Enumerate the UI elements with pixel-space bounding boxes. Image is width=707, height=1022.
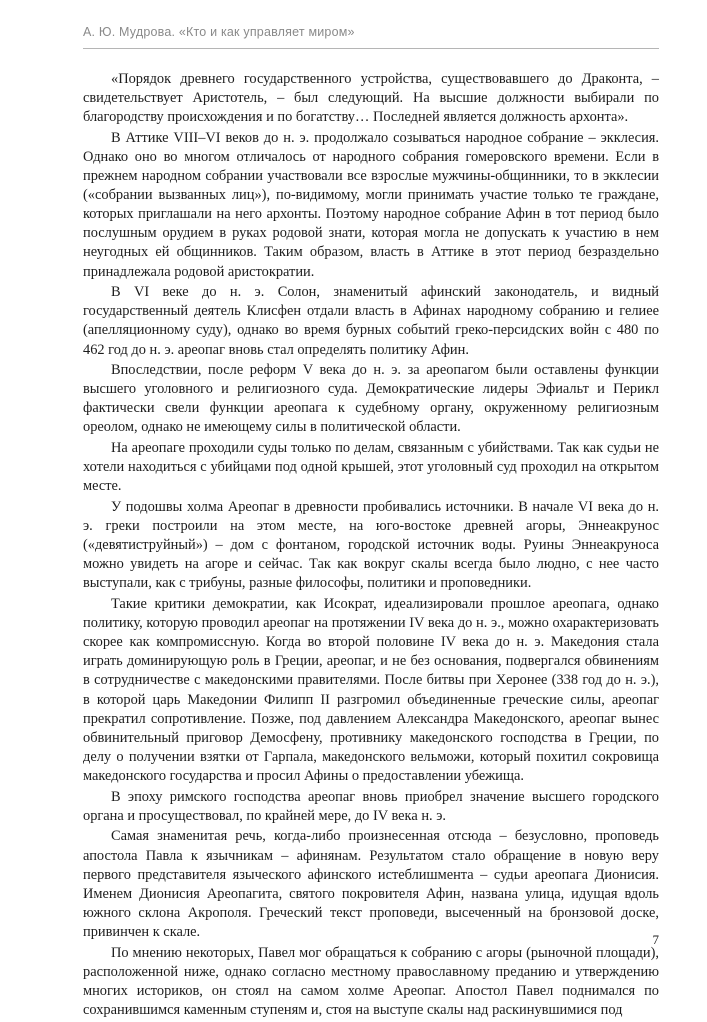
paragraph: По мнению некоторых, Павел мог обращаться к собранию с агоры (рыночной площади), расположенной ниже, однако согласно местному православному преданию и утверждению многих историков, он стоял на самом холме Ареопаг. Апостол Павел поднимался по сохранившимся каменным ступеням и, стоя на выступе скалы над раскинувшимися под [83, 944, 659, 1018]
paragraph: Впоследствии, после реформ V века до н. э. за ареопагом были оставлены функции высшего уголовного и религиозного суда. Демократические лидеры Эфиальт и Перикл фактически свели функции ареопага к судебному органу, окруженному религиозным ореолом, однако не имеющему силы в политической области. [83, 362, 659, 436]
paragraph: Такие критики демократии, как Исократ, идеализировали прошлое ареопага, однако политику, которую проводил ареопаг на протяжении IV века до н. э., можно охарактеризовать скорее как компромиссную. Когда во второй половине IV века до н. э. Македония стала играть доминирующую роль в Греции, ареопаг, и не без основания, подвергался обвинениям в сотрудничестве с македонскими правителями. После битвы при Херонее (338 год до н. э.), в которой царь Македонии Филипп II разгромил объединенные греческие силы, ареопаг прекратил сопротивление. Позже, под давлением Александра Македонского, ареопаг вынес обвинительный приговор Демосфену, противнику македонского господства в Греции, по делу о получении взятки от Гарпала, македонского вельможи, который похитил сокровища македонского государства и просил Афины о предоставлении убежища. [83, 596, 659, 784]
header-divider [83, 48, 659, 49]
paragraph: «Порядок древнего государственного устройства, существовавшего до Драконта, – свидетельствует Аристотель, – был следующий. На высшие должности выбирали по благородству происхождения и по богатству… Последней является должность архонта». [83, 71, 659, 126]
paragraph: В VI веке до н. э. Солон, знаменитый афинский законодатель, и видный государственный деятель Клисфен отдали власть в Афинах народному собранию и гелиее (апелляционному суду), однако во время бурных событий греко-персидских войн с 480 по 462 год до н. э. ареопаг вновь стал определять политику Афин. [83, 284, 659, 358]
paragraph: В эпоху римского господства ареопаг вновь приобрел значение высшего городского органа и просуществовал, по крайней мере, до IV века н. э. [83, 788, 659, 824]
paragraph: Самая знаменитая речь, когда-либо произнесенная отсюда – безусловно, проповедь апостола Павла к язычникам – афинянам. Результатом стало обращение в новую веру первого представителя языческого афинского истеблишмента – судьи ареопага Дионисия. Именем Дионисия Ареопагита, святого покровителя Афин, названа улица, идущая вдоль южного склона Акрополя. Греческий текст проповеди, высеченный на бронзовой доске, привинчен к скале. [83, 828, 659, 940]
main-text [83, 70, 659, 1022]
paragraph: В Аттике VIII–VI веков до н. э. продолжало созываться народное собрание – экклесия. Однако оно во многом отличалось от народного собрания гомеровского времени. Если в прежнем народном собрании участвовали все взрослые мужчины-общинники, то в экклесии («собрании вызванных лиц»), по-видимому, могли принимать участие только те граждане, которых приглашали на него архонты. Поэтому народное собрание Афин в тот период было послушным орудием в руках родовой знати, которая могла не допускать к участию в нем неугодных ей общинников. Таким образом, власть в Аттике в этот период безраздельно принадлежала родовой аристократии. [83, 129, 659, 280]
page-number: 7 [652, 932, 659, 947]
paragraph: На ареопаге проходили суды только по делам, связанным с убийствами. Так как судьи не хотели находиться с убийцами под одной крышей, этот уголовный суд проходил на открытом месте. [83, 440, 659, 495]
paragraph: У подошвы холма Ареопаг в древности пробивались источники. В начале VI века до н. э. греки построили на этом месте, на юго-востоке древней агоры, Эннеакрунос («девятиструйный») – дом с фонтаном, городской источник воды. Руины Эннеакруноса можно увидеть на агоре и сейчас. Так как вокруг скалы всегда было людно, с нее часто выступали, как с трибуны, разные философы, политики и проповедники. [83, 499, 659, 592]
running-header: А. Ю. Мудрова. «Кто и как управляет миром» [83, 25, 355, 39]
